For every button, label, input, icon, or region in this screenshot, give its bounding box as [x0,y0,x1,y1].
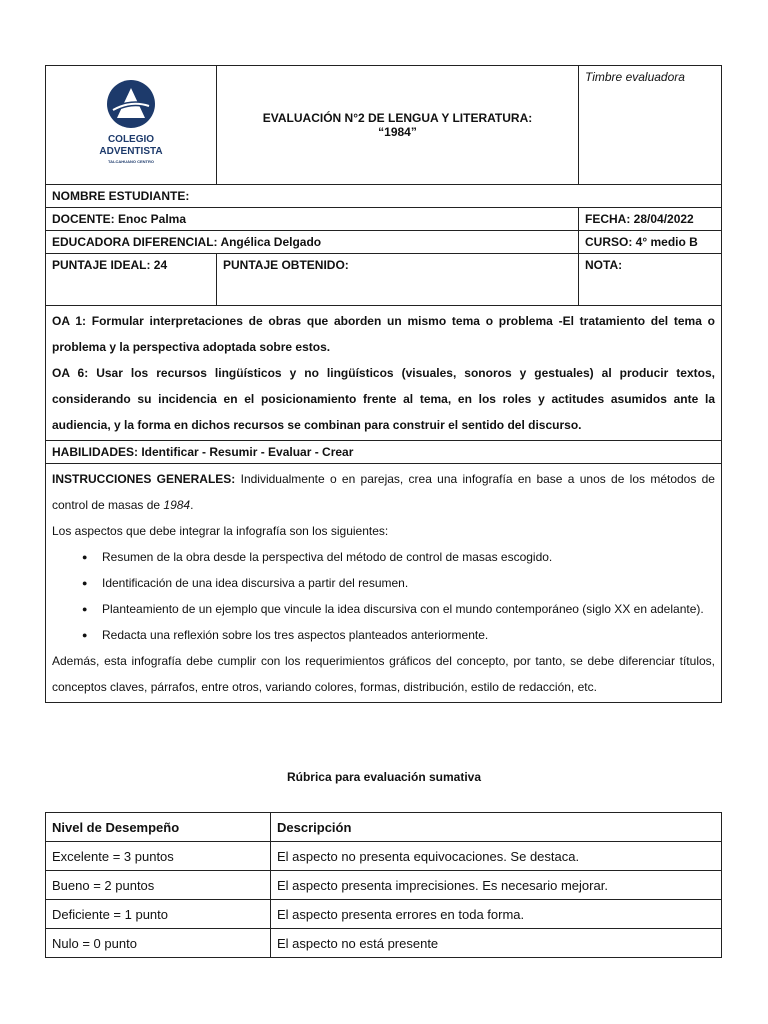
aspect-item: ● Identificación de una idea discursiva a partir del resumen. [102,570,715,596]
rubric-description: El aspecto no está presente [271,929,722,958]
skills-row: HABILIDADES: Identificar - Resumir - Evaluar - Crear [46,441,722,464]
rubric-header-level: Nivel de Desempeño [46,813,271,842]
aspect-item: ● Planteamiento de un ejemplo que vincule la idea discursiva con el mundo contemporáneo (siglo XX en adelante). [102,596,715,622]
ideal-score-field: PUNTAJE IDEAL: 24 [46,254,217,306]
rubric-level: Excelente = 3 puntos [46,842,271,871]
rubric-table [45,812,722,958]
instructions-closing: Además, esta infografía debe cumplir con los requerimientos gráficos del concepto, por tanto, se debe diferenciar títulos, conceptos claves, párrafos, entre otros, variando colores, formas, distribución, estilo de redacción, etc. [52,654,715,694]
instructions-end: . [190,498,194,512]
rubric-description: El aspecto presenta errores en toda forma. [271,900,722,929]
stamp-box: Timbre evaluadora [579,66,722,185]
logo-text-colegio: COLEGIO [107,133,155,145]
objective-oa6: OA 6: Usar los recursos lingüísticos y no lingüísticos (visuales, sonoros y gestuales) al producir textos, considerando su incidencia en el posicionamiento frente al tema, en los roles y actitudes asumidos ante la audiencia, y la forma en dichos recursos se combinan para construir el sentido del discurso. [52,366,715,432]
aspect-item: ● Resumen de la obra desde la perspectiva del método de control de masas escogido. [102,544,715,570]
table-row [46,871,722,900]
rubric-level: Bueno = 2 puntos [46,871,271,900]
rubric-level: Deficiente = 1 punto [46,900,271,929]
title-line-1: EVALUACIÓN N°2 DE LENGUA Y LITERATURA: [262,111,533,125]
rubric-header-row [46,813,722,842]
date-field: FECHA: 28/04/2022 [579,208,722,231]
logo-text-adventista: ADVENTISTA [99,145,163,157]
student-name-field[interactable]: NOMBRE ESTUDIANTE: [46,185,722,208]
table-row [46,929,722,958]
instructions-paragraph [52,466,715,518]
obtained-score-field[interactable]: PUNTAJE OBTENIDO: [217,254,579,306]
colegio-adventista-logo-icon [83,76,179,172]
teacher-field: DOCENTE: Enoc Palma [46,208,579,231]
grade-field[interactable]: NOTA: [579,254,722,306]
instructions-text: Individualmente o en parejas, crea una infografía en base a unos de los métodos de control de masas de [52,472,715,512]
course-field: CURSO: 4° medio B [579,231,722,254]
rubric-title: Rúbrica para evaluación sumativa [286,770,482,784]
logo-text-location: TALCAHUANO CENTRO [108,158,154,164]
rubric-description: El aspecto presenta imprecisiones. Es necesario mejorar. [271,871,722,900]
aspects-intro: Los aspectos que debe integrar la infografía son los siguientes: [52,524,389,538]
instructions-work-title: 1984 [163,498,191,512]
educator-field: EDUCADORA DIFERENCIAL: Angélica Delgado [46,231,579,254]
table-row [46,842,722,871]
learning-objectives [46,306,722,441]
general-instructions [46,464,722,703]
objective-oa1: OA 1: Formular interpretaciones de obras que aborden un mismo tema o problema -El tratamiento del tema o problema y la perspectiva adoptada sobre estos. [52,314,715,354]
rubric-description: El aspecto no presenta equivocaciones. Se destaca. [271,842,722,871]
instructions-label: INSTRUCCIONES GENERALES: [52,472,236,486]
rubric-header-description: Descripción [271,813,722,842]
aspect-item: ● Redacta una reflexión sobre los tres aspectos planteados anteriormente. [102,622,715,648]
evaluation-title [217,66,579,185]
evaluation-header-table [45,65,722,703]
school-logo [46,66,217,185]
rubric-level: Nulo = 0 punto [46,929,271,958]
aspects-list [52,544,715,648]
title-line-2: “1984” [378,125,417,139]
table-row [46,900,722,929]
